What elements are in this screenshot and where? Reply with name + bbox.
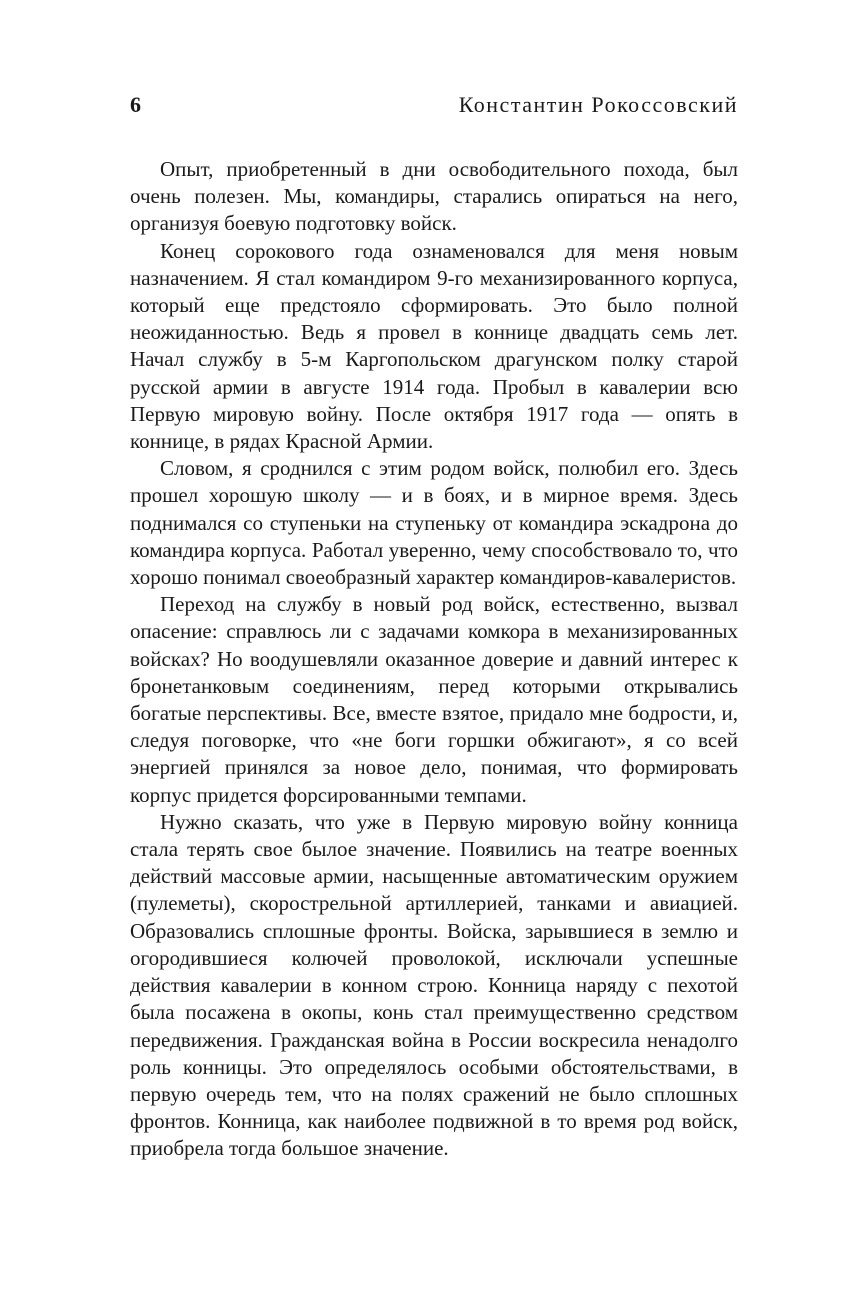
- paragraph: Переход на службу в новый род войск, естественно, вызвал опасение: справлюсь ли с задачами комкора в механизированных войсках? Но воодушевляли оказанное доверие и давний интерес к бронетанковым соединениям, перед которыми открывались богатые перспективы. Все, вместе взятое, придало мне бодрости, и, следуя поговорке, что «не боги горшки обжигают», я со всей энергией принялся за новое дело, понимая, что формировать корпус придется форсированными темпами.: [130, 592, 738, 807]
- paragraph: Опыт, приобретенный в дни освободительного похода, был очень полезен. Мы, командиры, старались опираться на него, организуя боевую подготовку войск.: [130, 157, 738, 236]
- body-text: [130, 156, 738, 1163]
- paragraph: Нужно сказать, что уже в Первую мировую войну конница стала терять свое былое значение. Появились на театре военных действий массовые армии, насыщенные автоматическим оружием (пулеметы), скорострельной артиллерией, танками и авиацией. Образовались сплошные фронты. Войска, зарывшиеся в землю и огородившиеся колючей проволокой, исключали успешные действия кавалерии в конном строю. Конница наряду с пехотой была посажена в окопы, конь стал преимущественно средством передвижения. Гражданская война в России воскресила ненадолго роль конницы. Это определялось особыми обстоятельствами, в первую очередь тем, что на полях сражений не было сплошных фронтов. Конница, как наиболее подвижной в то время род войск, приобрела тогда большое значение.: [130, 809, 738, 1161]
- paragraph: Конец сорокового года ознаменовался для меня новым назначением. Я стал командиром 9-го механизированного корпуса, который еще предстояло сформировать. Это было полной неожиданностью. Ведь я провел в коннице двадцать семь лет. Начал службу в 5-м Каргопольском драгунском полку старой русской армии в августе 1914 года. Пробыл в кавалерии всю Первую мировую войну. После октября 1917 года — опять в коннице, в рядах Красной Армии.: [130, 238, 738, 454]
- book-page: [130, 92, 738, 1163]
- page-number: 6: [130, 92, 141, 117]
- running-header: [130, 92, 738, 126]
- running-header-author: Константин Рокоссовский: [458, 92, 738, 117]
- paragraph: Словом, я сроднился с этим родом войск, полюбил его. Здесь прошел хорошую школу — и в боях, и в мирное время. Здесь поднимался со ступеньки на ступеньку от командира эскадрона до командира корпуса. Работал уверенно, чему способствовало то, что хорошо понимал своеобразный характер командиров-кавалеристов.: [130, 456, 738, 590]
